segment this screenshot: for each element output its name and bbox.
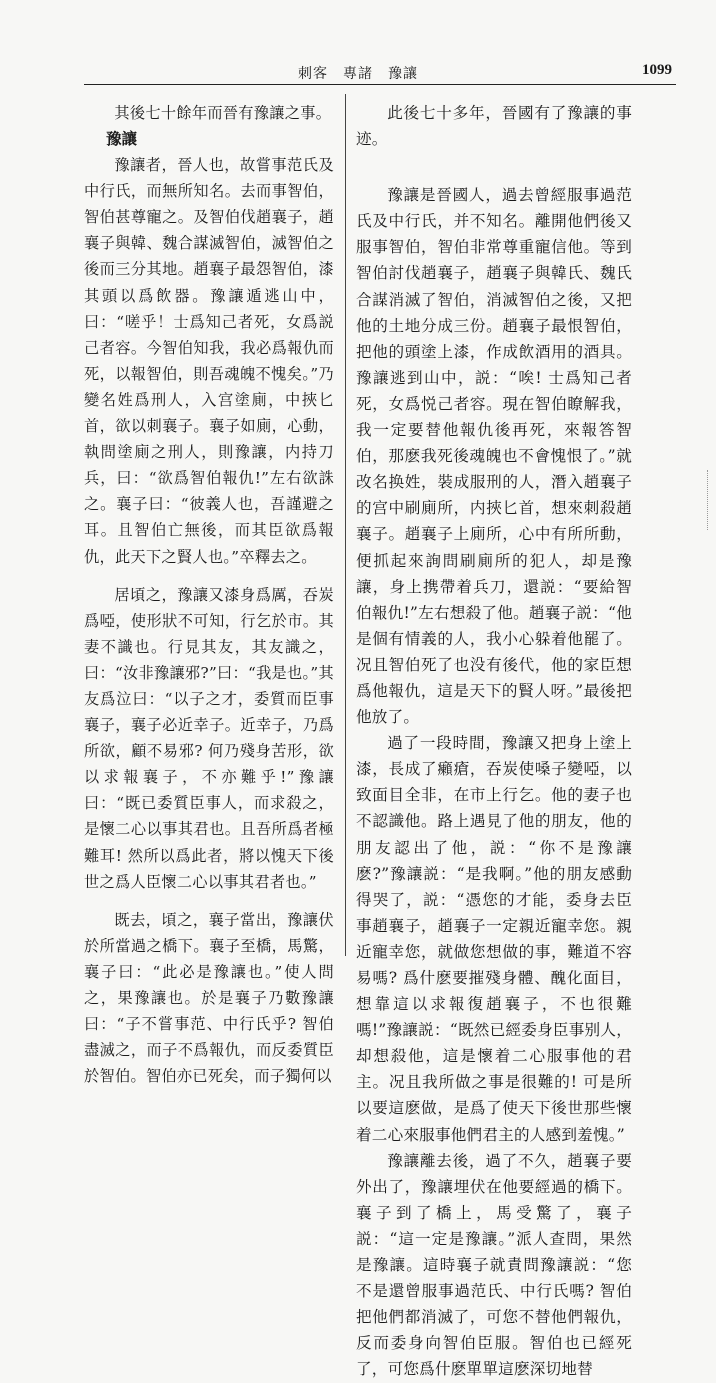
scan-edge-mark — [707, 470, 712, 530]
left-paragraph-2: 居頃之，豫讓又漆身爲厲，吞炭爲啞，使形狀不可知，行乞於市。其妻不識也。行見其友，其友識之，曰：“汝非豫讓邪?”曰：“我是也。”其友爲泣曰：“以子之才，委質而臣事襄子，襄子必近幸子。近幸子，乃爲所欲，顧不易邪? 何乃殘身苦形，欲以求報襄子，不亦難乎!”豫讓曰：“既已委質臣事人，而求殺之，是懷二心以事其君也。且吾所爲者極難耳! 然所以爲此者，將以愧天下後世之爲人臣懷二心以事其君者也。” — [84, 585, 334, 891]
section-heading: 豫讓 — [106, 130, 138, 149]
left-paragraph-1: 豫讓者，晉人也，故嘗事范氏及中行氏，而無所知名。去而事智伯，智伯甚尊寵之。及智伯伐趙襄子，趙襄子與韓、魏合謀滅智伯，滅智伯之後而三分其地。趙襄子最怨智伯，漆其頭以爲飲器。豫讓遁逃山中，曰：“嗟乎！士爲知己者死，女爲説己者容。今智伯知我，我必爲報仇而死，以報智伯，則吾魂魄不愧矣。”乃變名姓爲刑人，入宫塗廁，中挾匕首，欲以刺襄子。襄子如廁，心動，執問塗廁之刑人，則豫讓，内持刀兵，曰：“欲爲智伯報仇!”左右欲誅之。襄子曰：“彼義人也，吾謹避之耳。且智伯亡無後，而其臣欲爲報仇，此天下之賢人也。”卒釋去之。 — [84, 156, 334, 566]
right-paragraph-3: 豫讓離去後，過了不久，趙襄子要外出了，豫讓埋伏在他要經過的橋下。襄子到了橋上，馬受驚了，襄子説：“這一定是豫讓。”派人查問，果然是豫讓。這時襄子就責問豫讓説：“您不是還曾服事過范氏、中行氏嗎? 智伯把他們都消滅了，可您不替他們報仇，反而委身向智伯臣服。智伯也已經死了，可您爲什麽單單這麽深切地替 — [356, 1151, 632, 1379]
running-header — [84, 62, 676, 85]
page-number: 1099 — [642, 62, 672, 78]
left-intro: 其後七十餘年而晉有豫讓之事。 — [114, 104, 332, 122]
classical-text-column — [84, 100, 334, 1089]
translation-column — [356, 100, 632, 1383]
column-divider — [345, 94, 346, 956]
running-title: 刺客 專諸 豫讓 — [298, 66, 418, 82]
right-intro: 此後七十多年，晉國有了豫讓的事迹。 — [356, 104, 632, 149]
right-paragraph-1: 豫讓是晉國人，過去曾經服事過范氏及中行氏，并不知名。離開他們後又服事智伯，智伯非常尊重寵信他。等到智伯討伐趙襄子，趙襄子與韓氏、魏氏合謀消滅了智伯，消滅智伯之後，又把他的土地分成三份。趙襄子最恨智伯，把他的頭塗上漆，作成飲酒用的酒具。豫讓逃到山中，説：“唉! 士爲知己者死，女爲悦己者容。現在智伯瞭解我，我一定要替他報仇後再死，來報答智伯，那麽我死後魂魄也不會愧恨了。”就改名换姓，裝成服刑的人，潛入趙襄子的宫中刷廁所，内挾匕首，想來刺殺趙襄子。趙襄子上廁所，心中有所所動，便抓起來詢問刷廁所的犯人，却是豫讓，身上携帶着兵刀，還説：“要給智伯報仇!”左右想殺了他。趙襄子説：“他是個有情義的人，我小心躲着他罷了。况且智伯死了也没有後代，他的家臣想爲他報仇，這是天下的賢人呀。”最後把他放了。 — [356, 186, 632, 727]
right-spacer — [356, 152, 632, 182]
left-paragraph-3: 既去，頃之，襄子當出，豫讓伏於所當過之橋下。襄子至橋，馬驚，襄子曰：“此必是豫讓也。”使人問之，果豫讓也。於是襄子乃數豫讓曰：“子不嘗事范、中行氏乎? 智伯盡滅之，而子不爲報仇，而反委質臣於智伯。智伯亦已死矣，而子獨何以 — [84, 910, 334, 1086]
right-paragraph-2: 過了一段時間，豫讓又把身上塗上漆，長成了癩瘡，吞炭使嗓子變啞，以致面目全非，在市上行乞。他的妻子也不認識他。路上遇見了他的朋友，他的朋友認出了他，説：“你不是豫讓麽?”豫讓説：“是我啊。”他的朋友感動得哭了，説：“憑您的才能，委身去臣事趙襄子，趙襄子一定親近寵幸您。親近寵幸您，就做您想做的事，難道不容易嗎? 爲什麽要摧殘身體、醜化面目，想靠這以求報復趙襄子，不也很難嗎!”豫讓説：“既然已經委身臣事别人，却想殺他，這是懷着二心服事他的君主。况且我所做之事是很難的! 可是所以要這麽做，是爲了使天下後世那些懷着二心來服事他們君主的人感到羞愧。” — [356, 734, 632, 1144]
